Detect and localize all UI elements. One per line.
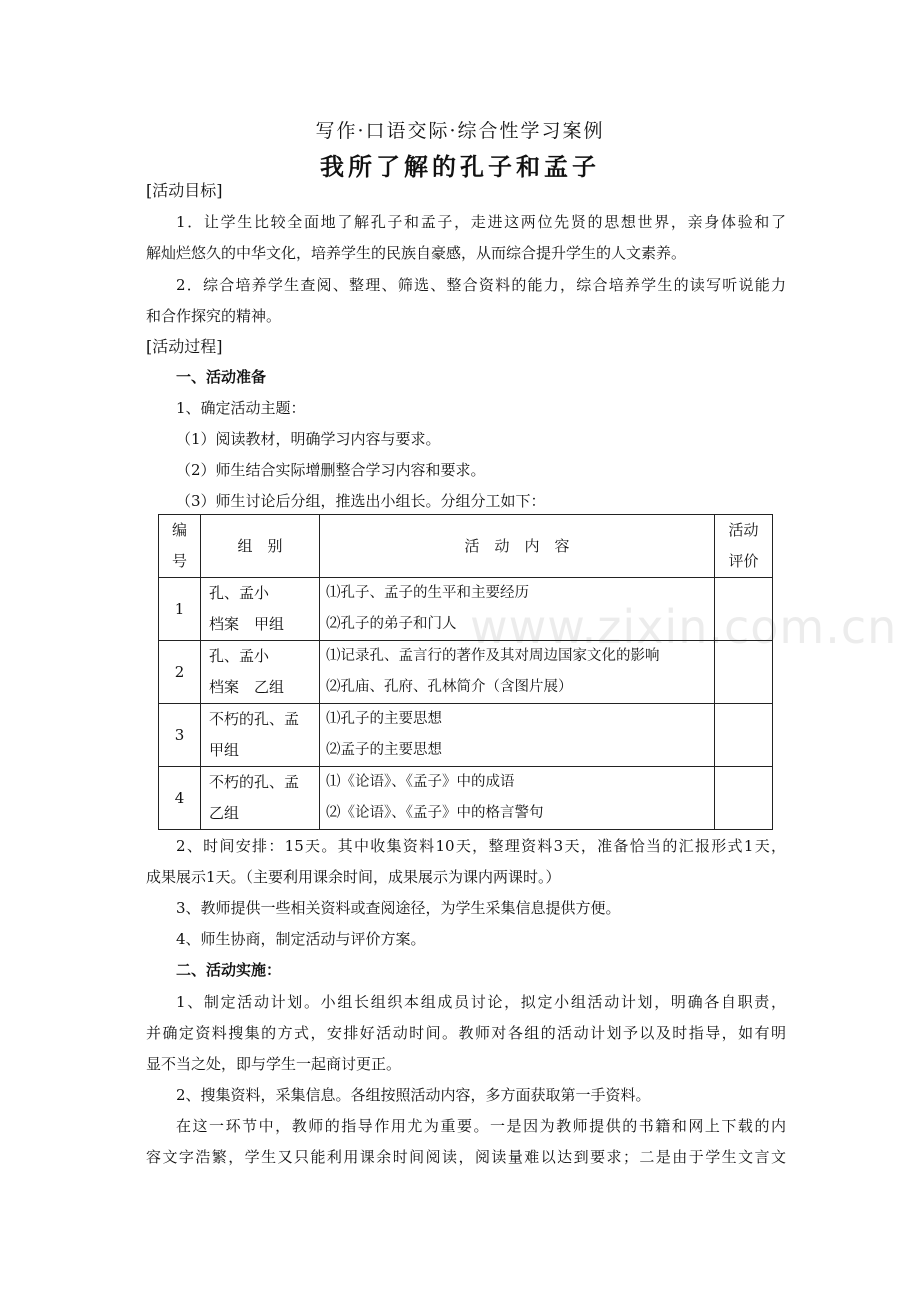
group-table <box>158 514 773 830</box>
row-content-line-2: ⑵孟子的主要思想 <box>326 742 442 758</box>
row-group-line-1: 不朽的孔、孟 <box>209 773 300 791</box>
row-group <box>201 578 320 641</box>
document-subtitle: 我所了解的孔子和孟子 <box>320 152 600 181</box>
row-group-line-1: 孔、孟小 <box>209 584 270 602</box>
row-group <box>201 767 320 830</box>
table-row <box>159 578 773 641</box>
prep-sub-3: （3）师生讨论后分组，推选出小组长。分组分工如下： <box>176 492 546 510</box>
row-evaluation <box>715 767 773 830</box>
row-content <box>320 704 715 767</box>
goal-1-line-2: 解灿烂悠久的中华文化，培养学生的民族自豪感，从而综合提升学生的人文素养。 <box>146 244 687 262</box>
prep-item-1: 1、确定活动主题： <box>176 399 306 417</box>
row-content-line-1: ⑴孔子、孟子的生平和主要经历 <box>326 585 529 601</box>
header-number <box>159 515 201 578</box>
impl-p1-line-2: 并确定资料搜集的方式，安排好活动时间。教师对各组的活动计划予以及时指导，如有明 <box>146 1024 786 1042</box>
row-group <box>201 641 320 704</box>
row-group-line-2: 甲组 <box>209 741 240 759</box>
row-content-line-2: ⑵《论语》、《孟子》中的格言警句 <box>326 805 544 821</box>
row-group-line-2: 乙组 <box>209 804 240 822</box>
impl-p3-line-2: 容文字浩繁，学生又只能利用课余时间阅读，阅读量难以达到要求；二是由于学生文言文 <box>146 1148 786 1166</box>
row-content-line-2: ⑵孔子的弟子和门人 <box>326 616 457 632</box>
row-content-line-1: ⑴《论语》、《孟子》中的成语 <box>326 774 515 790</box>
document-title: 写作·口语交际·综合性学习案例 <box>315 120 605 142</box>
prep-item-4: 4、师生协商，制定活动与评价方案。 <box>176 930 426 948</box>
prep-item-2-line-1: 2、时间安排：15天。其中收集资料10天，整理资料3天，准备恰当的汇报形式1天， <box>176 837 786 855</box>
header-content: 活 动 内 容 <box>320 515 715 578</box>
row-content-line-2: ⑵孔庙、孔府、孔林简介（含图片展） <box>326 679 573 695</box>
row-number: 4 <box>159 767 201 830</box>
impl-p1-line-3: 显不当之处，即与学生一起商讨更正。 <box>146 1055 402 1073</box>
row-evaluation <box>715 704 773 767</box>
impl-p1-line-1: 1、制定活动计划。小组长组织本组成员讨论，拟定小组活动计划，明确各自职责， <box>176 993 786 1011</box>
row-content <box>320 767 715 830</box>
impl-p2: 2、搜集资料，采集信息。各组按照活动内容，多方面获取第一手资料。 <box>176 1086 651 1104</box>
header-number-line-1: 编 <box>171 521 187 539</box>
row-content-line-1: ⑴记录孔、孟言行的著作及其对周边国家文化的影响 <box>326 648 660 664</box>
row-group <box>201 704 320 767</box>
impl-heading: 二、活动实施： <box>176 961 282 979</box>
prep-sub-2: （2）师生结合实际增删整合学习内容和要求。 <box>176 461 486 479</box>
row-group-line-1: 孔、孟小 <box>209 647 270 665</box>
prep-sub-1: （1）阅读教材，明确学习内容与要求。 <box>176 430 441 448</box>
prep-item-2-line-2: 成果展示1天。（主要利用课余时间，成果展示为课内两课时。） <box>146 868 561 886</box>
table-row <box>159 767 773 830</box>
row-content <box>320 578 715 641</box>
impl-p3-line-1: 在这一环节中，教师的指导作用尤为重要。一是因为教师提供的书籍和网上下载的内 <box>176 1117 786 1135</box>
row-number: 1 <box>159 578 201 641</box>
prep-item-3: 3、教师提供一些相关资料或查阅途径，为学生采集信息提供方便。 <box>176 899 621 917</box>
header-evaluation-line-1: 活动 <box>728 521 759 539</box>
prep-heading: 一、活动准备 <box>176 368 267 386</box>
goal-2-line-1: 2．综合培养学生查阅、整理、筛选、整合资料的能力，综合培养学生的读写听说能力 <box>176 276 786 294</box>
row-number: 3 <box>159 704 201 767</box>
watermark: www.zixin.com.cn <box>470 600 898 654</box>
header-evaluation-line-2: 评价 <box>728 552 759 570</box>
header-evaluation <box>715 515 773 578</box>
row-content-line-1: ⑴孔子的主要思想 <box>326 711 442 727</box>
row-number: 2 <box>159 641 201 704</box>
header-number-line-2: 号 <box>171 552 187 570</box>
row-evaluation <box>715 641 773 704</box>
table-header-row <box>159 515 773 578</box>
header-group: 组 别 <box>201 515 320 578</box>
goals-heading: [活动目标] <box>146 181 223 200</box>
row-group-line-2: 档案 乙组 <box>209 678 285 696</box>
process-heading: [活动过程] <box>146 337 223 356</box>
table-row <box>159 641 773 704</box>
row-content <box>320 641 715 704</box>
row-evaluation <box>715 578 773 641</box>
row-group-line-1: 不朽的孔、孟 <box>209 710 300 728</box>
row-group-line-2: 档案 甲组 <box>209 615 285 633</box>
goal-2-line-2: 和合作探究的精神。 <box>146 307 282 325</box>
goal-1-line-1: 1．让学生比较全面地了解孔子和孟子，走进这两位先贤的思想世界，亲身体验和了 <box>176 213 786 231</box>
table-row <box>159 704 773 767</box>
